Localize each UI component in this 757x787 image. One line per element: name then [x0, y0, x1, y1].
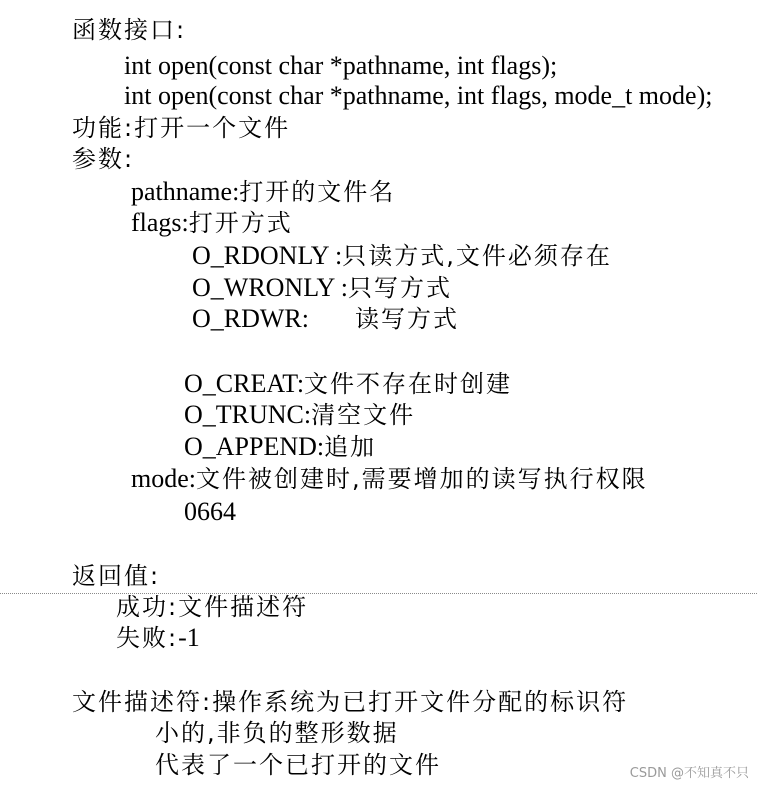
code-open-signature-2: int open(const char *pathname, int flags, mode_t mode);	[124, 81, 713, 110]
flag-o-creat	[184, 368, 512, 400]
flag-o-trunc-name: O_TRUNC:	[184, 400, 312, 429]
flag-o-rdwr-name: O_RDWR:	[192, 304, 309, 333]
flag-o-append-name: O_APPEND:	[184, 432, 325, 461]
flag-o-rdonly-name: O_RDONLY :	[192, 241, 343, 270]
heading-parameters: 参数:	[72, 145, 135, 173]
return-failure	[116, 622, 200, 654]
return-failure-value: -1	[178, 623, 200, 652]
param-mode	[131, 463, 648, 495]
flag-o-creat-desc: 文件不存在时创建	[304, 370, 513, 398]
dotted-divider	[0, 593, 757, 594]
heading-function-interface: 函数接口:	[72, 16, 187, 44]
flag-o-append	[184, 431, 376, 463]
param-mode-desc: 文件被创建时,需要增加的读写执行权限	[196, 465, 648, 493]
param-flags-name: flags:	[131, 208, 189, 237]
flag-o-append-desc: 追加	[324, 433, 377, 461]
mode-example-value: 0664	[184, 497, 236, 526]
flag-o-rdwr	[192, 303, 459, 335]
flag-o-wronly-desc: 只写方式	[348, 274, 453, 302]
code-open-signature-1: int open(const char *pathname, int flags);	[124, 51, 558, 80]
return-failure-label: 失败:	[116, 624, 179, 652]
function-description: 功能:打开一个文件	[72, 114, 291, 142]
flag-o-trunc-desc: 清空文件	[311, 401, 416, 429]
param-pathname-name: pathname:	[131, 177, 240, 206]
return-success: 成功:文件描述符	[116, 593, 309, 621]
param-mode-name: mode:	[131, 464, 196, 493]
flag-o-rdonly-desc: 只读方式,文件必须存在	[342, 242, 612, 270]
file-descriptor-definition: 文件描述符:操作系统为已打开文件分配的标识符	[72, 688, 629, 716]
param-pathname-desc: 打开的文件名	[239, 178, 396, 206]
flag-o-wronly-name: O_WRONLY :	[192, 273, 349, 302]
param-flags	[131, 207, 293, 239]
file-descriptor-note-2: 代表了一个已打开的文件	[155, 751, 441, 779]
flag-o-wronly	[192, 272, 452, 304]
flag-o-rdwr-desc: 读写方式	[355, 305, 459, 333]
param-pathname	[131, 176, 395, 208]
flag-o-trunc	[184, 399, 415, 431]
param-flags-desc: 打开方式	[188, 209, 293, 237]
file-descriptor-note-1: 小的,非负的整形数据	[155, 719, 399, 747]
flag-o-rdonly	[192, 240, 612, 272]
heading-return-value: 返回值:	[72, 562, 161, 590]
flag-o-creat-name: O_CREAT:	[184, 369, 305, 398]
watermark: CSDN @不知真不只	[629, 766, 749, 781]
